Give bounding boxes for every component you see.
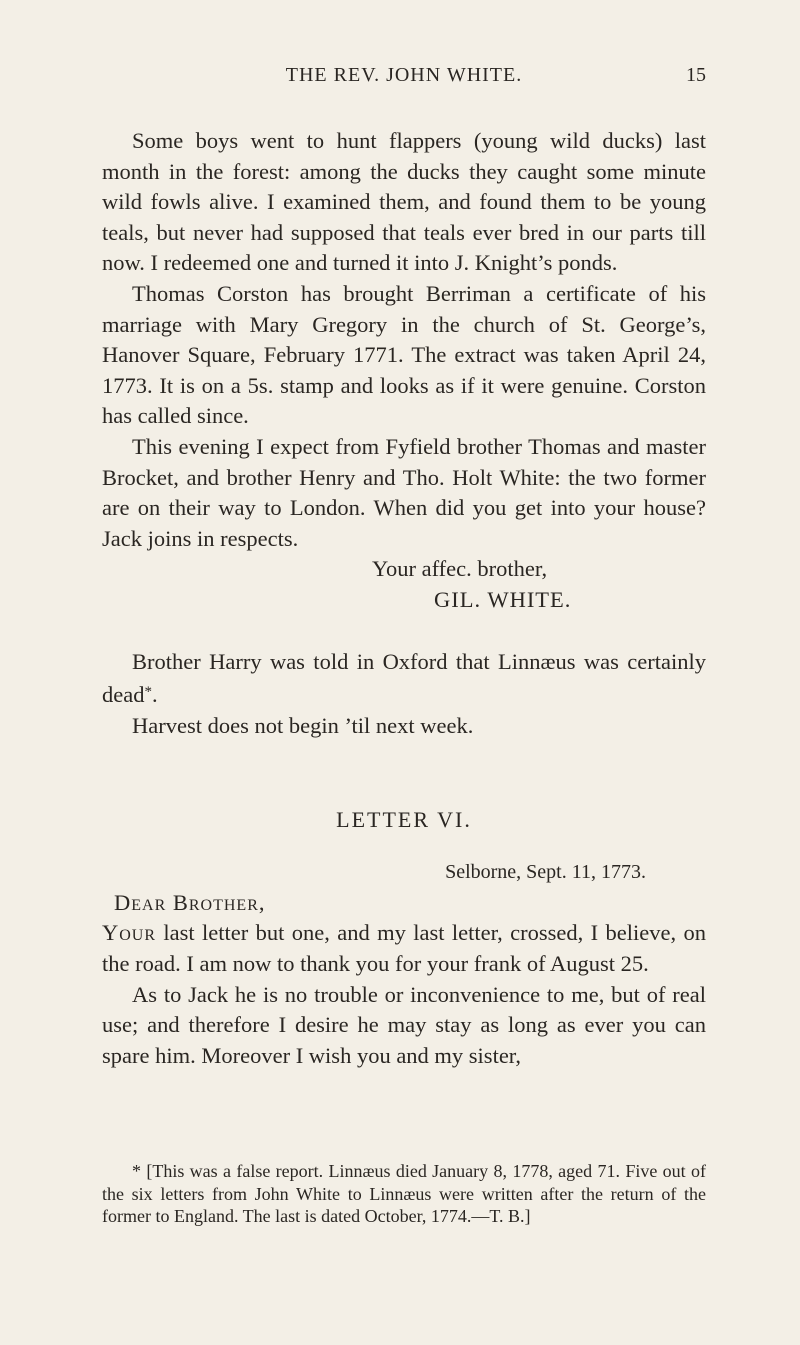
letter-paragraph-1-text: last letter but one, and my last letter, crossed, I believe, on the road. I am now to thank you for your frank of August 25. — [102, 920, 706, 977]
letter-signature: GIL. WHITE. — [434, 586, 572, 612]
letter-paragraph-2: As to Jack he is no trouble or inconvenience to me, but of real use; and therefore I desire he may stay as long as ever you can spare him. Moreover I wish you and my sister, — [102, 981, 706, 1068]
letter-dateline: Selborne, Sept. 11, 1773. — [445, 861, 646, 884]
letter-opening-word: Your — [102, 920, 157, 946]
footnote-text: * [This was a false report. Linnæus died January 8, 1778, aged 71. Five out of the six letters from John White to Linnæus were written after the return of the former to England. The last is dated October, 1774.—T. B.] — [102, 1161, 706, 1226]
page-number: 15 — [686, 64, 706, 86]
letter-salutation: Dear Brother, — [114, 889, 266, 915]
letter-paragraph-1 — [102, 918, 706, 979]
paragraph-linnaeus-text: Brother Harry was told in Oxford that Linnæus was certainly dead — [102, 648, 706, 708]
spacer — [102, 616, 706, 647]
running-head: THE REV. JOHN WHITE. — [285, 64, 523, 86]
paragraph-harvest: Harvest does not begin ’til next week. — [132, 712, 474, 738]
paragraph-corston: Thomas Corston has brought Berriman a certificate of his marriage with Mary Gregory in the church of St. George’s, Hanover Square, February 1771. The extract was taken April 24, 1773. It is on a 5s. stamp and looks as if it were genuine. Corston has called since. — [102, 280, 706, 429]
page-body — [102, 126, 706, 1071]
paragraph-linnaeus — [102, 647, 706, 711]
paragraph-evening: This evening I expect from Fyfield brother Thomas and master Brocket, and brother Henry and Tho. Holt White: the two former are on their way to London. When did you get into your house? Jack joins in respects. — [102, 433, 706, 551]
letter-heading: LETTER VI. — [336, 807, 472, 833]
footnote — [102, 1160, 706, 1228]
footnote-reference: * — [144, 684, 152, 701]
paragraph-flappers: Some boys went to hunt flappers (young wild ducks) last month in the forest: among the ducks they caught some minute wild fowls alive. I examined them, and found them to be young teals, but never had supposed that teals ever bred in our parts till now. I redeemed one and turned it into J. Knight’s ponds. — [102, 128, 706, 276]
page-header — [102, 64, 706, 94]
paragraph-linnaeus-end: . — [151, 682, 158, 708]
letter-closing: Your affec. brother, — [372, 556, 548, 582]
